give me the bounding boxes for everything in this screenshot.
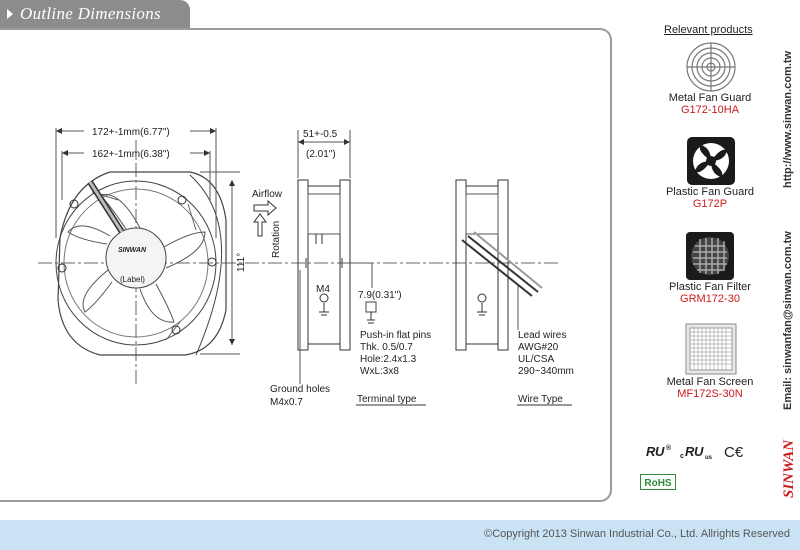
- svg-text:C€: C€: [724, 444, 744, 461]
- relevant-products-title: Relevant products: [664, 24, 753, 36]
- rohs-badge-icon: [640, 474, 676, 490]
- metal-fan-screen-image[interactable]: [684, 322, 738, 376]
- dim-inner-text: 162+-1mm(6.38"): [92, 149, 170, 160]
- product-metal-fan-screen[interactable]: [640, 376, 780, 400]
- terminal-caption: Terminal type: [357, 394, 417, 405]
- dim-depth-text: 51+-0.5: [303, 129, 338, 140]
- airflow-text: Airflow: [252, 189, 283, 200]
- product-plastic-fan-filter[interactable]: [640, 281, 780, 305]
- plastic-fan-filter-image[interactable]: [685, 231, 735, 281]
- svg-text:c: c: [680, 453, 684, 460]
- outline-drawing: [0, 28, 612, 502]
- wire-spec-3: UL/CSA: [518, 354, 555, 365]
- section-title: Outline Dimensions: [20, 4, 161, 23]
- email-link[interactable]: Email: sinwanfan@sinwan.com.tw: [782, 231, 794, 410]
- product-code[interactable]: G172-10HA: [680, 104, 740, 116]
- terminal-spec-2: Thk. 0.5/0.7: [360, 342, 413, 353]
- plastic-fan-guard-image[interactable]: [686, 136, 736, 186]
- terminal-spec-3: Hole:2.4x1.3: [360, 354, 417, 365]
- fan-label-text: (Label): [120, 275, 145, 284]
- product-name: Metal Fan Screen: [666, 376, 754, 388]
- footer: [0, 520, 800, 550]
- dim-height-text: 111°: [236, 252, 247, 272]
- dim-depth-in-text: (2.01"): [306, 149, 336, 160]
- certification-logos: [644, 440, 748, 462]
- ground-holes-size-text: M4x0.7: [270, 397, 303, 408]
- ground-holes-text: Ground holes: [270, 384, 331, 395]
- wire-caption: Wire Type: [518, 394, 563, 405]
- fan-brand-text: SINWAN: [118, 247, 146, 254]
- dim-outer-text: 172+-1mm(6.77"): [92, 127, 170, 138]
- terminal-spec-4: WxL:3x8: [360, 366, 399, 377]
- m4-text: M4: [316, 284, 330, 295]
- wire-spec-4: 290~340mm: [518, 366, 574, 377]
- terminal-spec-1: Push-in flat pins: [360, 330, 432, 341]
- product-code[interactable]: G172P: [692, 198, 728, 210]
- website-link[interactable]: http://www.sinwan.com.tw: [782, 50, 794, 188]
- svg-text:R: R: [646, 444, 656, 459]
- product-code[interactable]: GRM172-30: [680, 293, 740, 305]
- wire-spec-1: Lead wires: [518, 330, 567, 341]
- side-view-wire: [456, 180, 542, 350]
- ce-icon: [724, 444, 744, 461]
- brand-logo: SINWAN: [781, 439, 797, 498]
- svg-text:us: us: [705, 455, 713, 461]
- product-plastic-fan-guard[interactable]: [640, 186, 780, 210]
- cul-icon: [680, 444, 713, 461]
- copyright-text: ©Copyright 2013 Sinwan Industrial Co., Ltd. Allrights Reserved: [484, 528, 790, 540]
- metal-fan-guard-image[interactable]: [684, 40, 738, 94]
- product-name: Plastic Fan Guard: [665, 186, 755, 198]
- product-metal-fan-guard[interactable]: [640, 92, 780, 116]
- svg-text:RoHS: RoHS: [644, 478, 672, 489]
- rotation-text: Rotation: [271, 220, 282, 258]
- section-tab: [0, 0, 180, 28]
- product-name: Plastic Fan Filter: [669, 281, 751, 293]
- caret-right-icon: [7, 9, 13, 19]
- wire-spec-2: AWG#20: [518, 342, 559, 353]
- pin-gap-text: 7.9(0.31"): [358, 290, 402, 301]
- product-code[interactable]: MF172S-30N: [677, 388, 743, 400]
- product-name: Metal Fan Guard: [668, 92, 752, 104]
- svg-text:U: U: [694, 444, 704, 459]
- svg-text:R: R: [685, 444, 695, 459]
- svg-text:®: ®: [666, 445, 672, 452]
- ul-icon: [646, 444, 672, 459]
- svg-text:U: U: [655, 444, 665, 459]
